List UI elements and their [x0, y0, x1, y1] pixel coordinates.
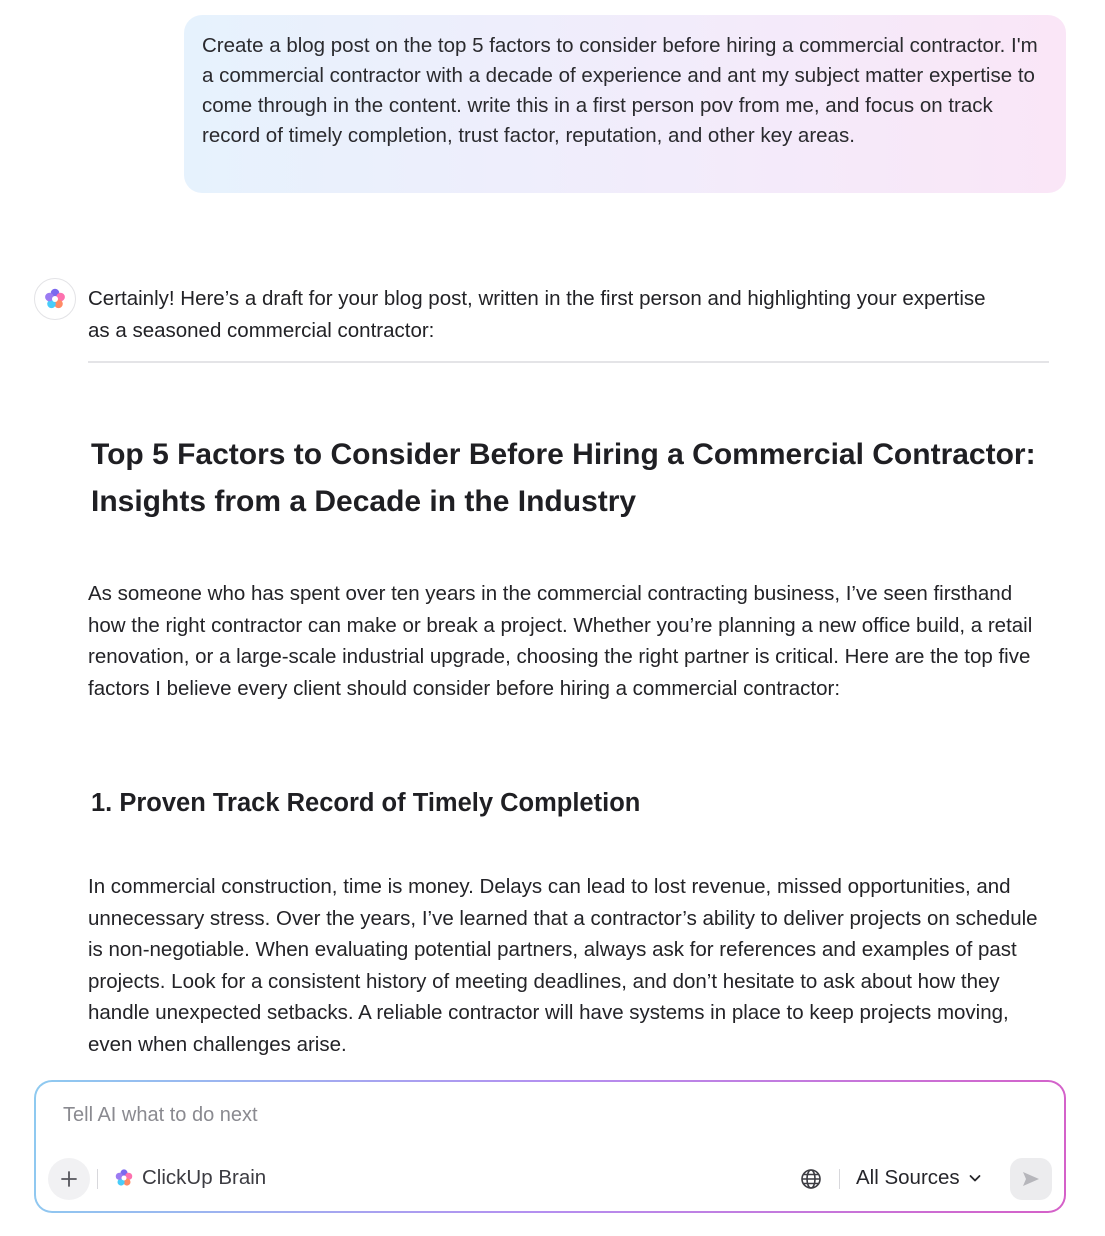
- ai-response: [88, 283, 1050, 1059]
- toolbar-separator: [97, 1169, 98, 1189]
- send-icon: [1021, 1169, 1041, 1189]
- section-paragraph: In commercial construction, time is money. Delays can lead to lost revenue, missed opportunities, and unnecessary stress. Over the years, I’ve learned that a contractor’s ability to deliver projects on schedule is non-negotiable. When evaluating potential partners, always ask for references and examples of past projects. Look for a consistent history of meeting deadlines, and don’t hesitate to ask about how they handle unexpected setbacks. A reliable contractor will have systems in place to keep projects moving, even when challenges arise.: [88, 875, 1038, 1056]
- add-attachment-button[interactable]: [48, 1158, 90, 1200]
- globe-icon: [800, 1168, 822, 1190]
- opening-paragraph: As someone who has spent over ten years in the commercial contracting business, I’ve seen firsthand how the right contractor can make or break a project. Whether you’re planning a new office build, a retail renovation, or a large-scale industrial upgrade, choosing the right partner is critical. Here are the top five factors I believe every client should consider before hiring a commercial contractor:: [88, 582, 1033, 700]
- ai-composer: [34, 1080, 1066, 1213]
- divider: [88, 361, 1049, 363]
- prompt-input[interactable]: Tell AI what to do next: [63, 1104, 258, 1126]
- toolbar-separator: [839, 1169, 840, 1189]
- model-label: ClickUp Brain: [142, 1166, 267, 1189]
- blog-title: Top 5 Factors to Consider Before Hiring a Commercial Contractor: Insights from a Decade in the Industry: [91, 438, 1036, 518]
- plus-icon: [60, 1170, 78, 1188]
- clickup-brain-logo-icon: [43, 287, 67, 311]
- clickup-brain-logo-icon: [114, 1168, 134, 1188]
- chevron-down-icon: [968, 1171, 982, 1185]
- sources-dropdown[interactable]: [856, 1166, 982, 1190]
- sources-label: All Sources: [856, 1166, 960, 1189]
- section-heading: 1. Proven Track Record of Timely Completion: [91, 789, 641, 817]
- ai-avatar: [34, 278, 76, 320]
- model-selector[interactable]: [114, 1166, 266, 1190]
- web-search-button[interactable]: [798, 1166, 824, 1192]
- ai-intro-text: Certainly! Here’s a draft for your blog post, written in the first person and highlighting your expertise as a seasoned commercial contractor:: [88, 287, 986, 342]
- send-button[interactable]: [1010, 1158, 1052, 1200]
- composer-inner: [36, 1082, 1064, 1211]
- user-message-text: Create a blog post on the top 5 factors to consider before hiring a commercial contractor. I'm a commercial contractor with a decade of experience and ant my subject matter expertise to come through in the content. write this in a first person pov from me, and focus on track record of timely completion, trust factor, reputation, and other key areas.: [202, 34, 1038, 147]
- user-message-bubble: [184, 15, 1066, 193]
